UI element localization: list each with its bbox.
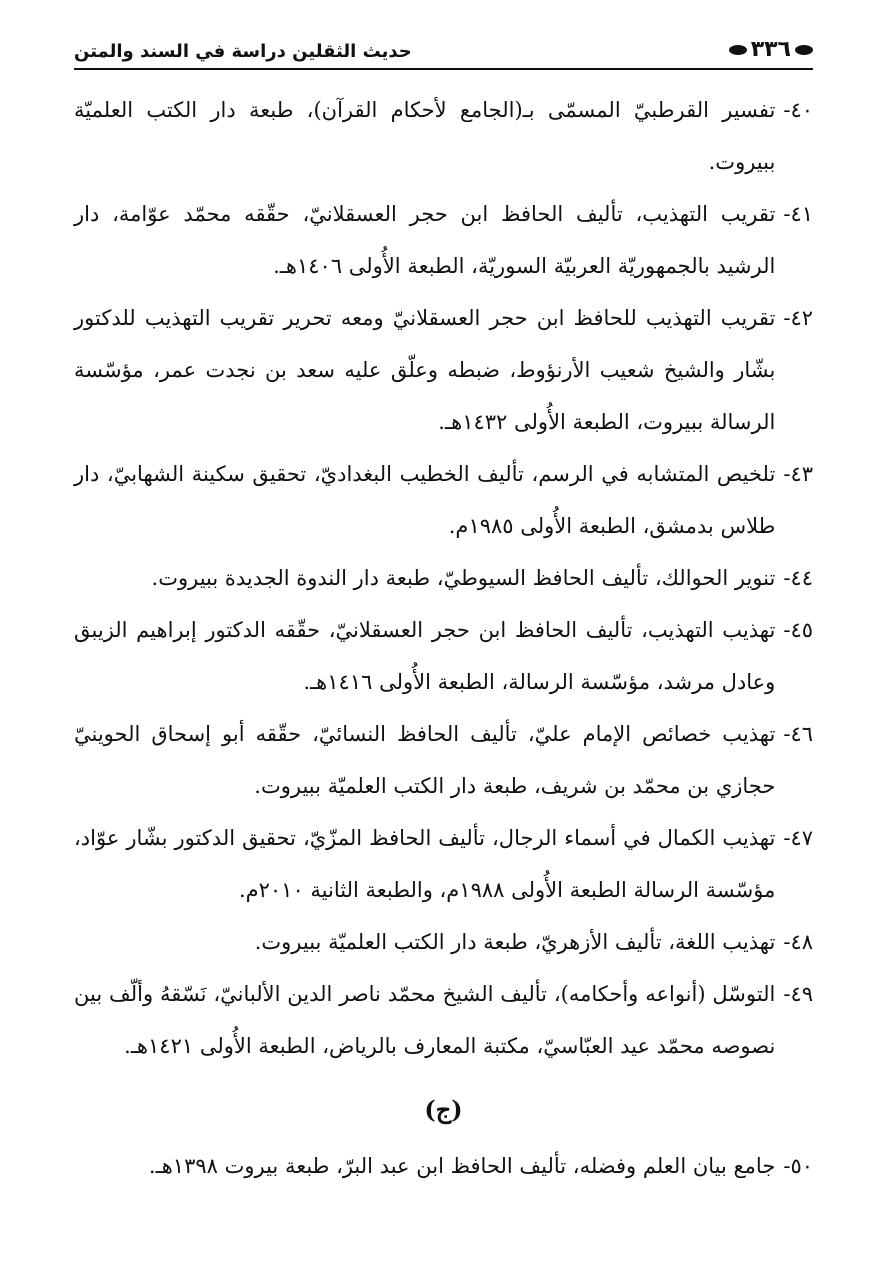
- entry-number: ٤٩-: [783, 982, 813, 1006]
- bibliography-entry: [74, 1140, 813, 1192]
- entry-text: تقريب التهذيب للحافظ ابن حجر العسقلانيّ ومعه تحرير تقريب التهذيب للدكتور بشّار والشيخ شعيب الأرنؤوط، ضبطه وعلّق عليه سعد بن نجدت عمر، مؤسّسة الرسالة ببيروت، الطبعة الأُولى ١٤٣٢هـ.: [74, 306, 776, 434]
- bibliography-entry: [74, 448, 813, 552]
- entry-number: ٤٤-: [783, 566, 813, 590]
- section-heading: (ج): [424, 1095, 463, 1124]
- bibliography-entry: [74, 604, 813, 708]
- bibliography-entry: [74, 552, 813, 604]
- entry-number: ٤٨-: [783, 930, 813, 954]
- bibliography-entry: [74, 708, 813, 812]
- bibliography-entry: [74, 812, 813, 916]
- page-number-text: ٣٣٦: [750, 37, 791, 62]
- entry-text: تفسير القرطبيّ المسمّى بـ(الجامع لأحكام القرآن)، طبعة دار الكتب العلميّة ببيروت.: [74, 98, 776, 174]
- entry-number: ٤٠-: [783, 98, 813, 122]
- page-header: [74, 28, 813, 70]
- entry-number: ٤٦-: [783, 722, 813, 746]
- entry-text: تهذيب اللغة، تأليف الأزهريّ، طبعة دار الكتب العلميّة ببيروت.: [254, 930, 776, 954]
- bibliography-entry: [74, 188, 813, 292]
- entry-number: ٤٥-: [783, 618, 813, 642]
- page-number: [729, 37, 813, 62]
- bibliography-entry: [74, 968, 813, 1072]
- entry-text: تقريب التهذيب، تأليف الحافظ ابن حجر العسقلانيّ، حقّقه محمّد عوّامة، دار الرشيد بالجمهوريّة العربيّة السوريّة، الطبعة الأُولى ١٤٠٦هـ.: [74, 202, 776, 278]
- ornament-icon: [729, 45, 747, 55]
- entry-text: تهذيب التهذيب، تأليف الحافظ ابن حجر العسقلانيّ، حقّقه الدكتور إبراهيم الزيبق وعادل مرشد، مؤسّسة الرسالة، الطبعة الأُولى ١٤١٦هـ.: [74, 618, 776, 694]
- entry-text: تهذيب خصائص الإمام عليّ، تأليف الحافظ النسائيّ، حقّقه أبو إسحاق الحوينيّ حجازي بن محمّد بن شريف، طبعة دار الكتب العلميّة ببيروت.: [74, 722, 776, 798]
- ornament-icon: [795, 45, 813, 55]
- entry-text: جامع بيان العلم وفضله، تأليف الحافظ ابن عبد البرّ، طبعة بيروت ١٣٩٨هـ.: [148, 1154, 776, 1178]
- entry-text: تهذيب الكمال في أسماء الرجال، تأليف الحافظ المزّيّ، تحقيق الدكتور بشّار عوّاد، مؤسّسة الرسالة الطبعة الأُولى ١٩٨٨م، والطبعة الثانية ٢٠١٠م.: [74, 826, 776, 902]
- entry-number: ٤٧-: [783, 826, 813, 850]
- bibliography-entry: [74, 84, 813, 188]
- entry-number: ٤٣-: [783, 462, 813, 486]
- running-title: حديث الثقلين دراسة في السند والمتن: [74, 41, 412, 62]
- entry-text: تلخيص المتشابه في الرسم، تأليف الخطيب البغداديّ، تحقيق سكينة الشهابيّ، دار طلاس بدمشق، الطبعة الأُولى ١٩٨٥م.: [74, 462, 776, 538]
- bibliography-list: [74, 84, 813, 1072]
- entry-number: ٥٠-: [783, 1154, 813, 1178]
- bibliography-entry: [74, 292, 813, 448]
- entry-number: ٤٢-: [783, 306, 813, 330]
- entry-number: ٤١-: [783, 202, 813, 226]
- entry-text: تنوير الحوالك، تأليف الحافظ السيوطيّ، طبعة دار الندوة الجديدة ببيروت.: [151, 566, 776, 590]
- bibliography-entry: [74, 916, 813, 968]
- entry-text: التوسّل (أنواعه وأحكامه)، تأليف الشيخ محمّد ناصر الدين الألبانيّ، نَسّقهُ وألّف بين نصوصه محمّد عيد العبّاسيّ، مكتبة المعارف بالرياض، الطبعة الأُولى ١٤٢١هـ.: [74, 982, 776, 1058]
- bibliography-list-section: [74, 1140, 813, 1192]
